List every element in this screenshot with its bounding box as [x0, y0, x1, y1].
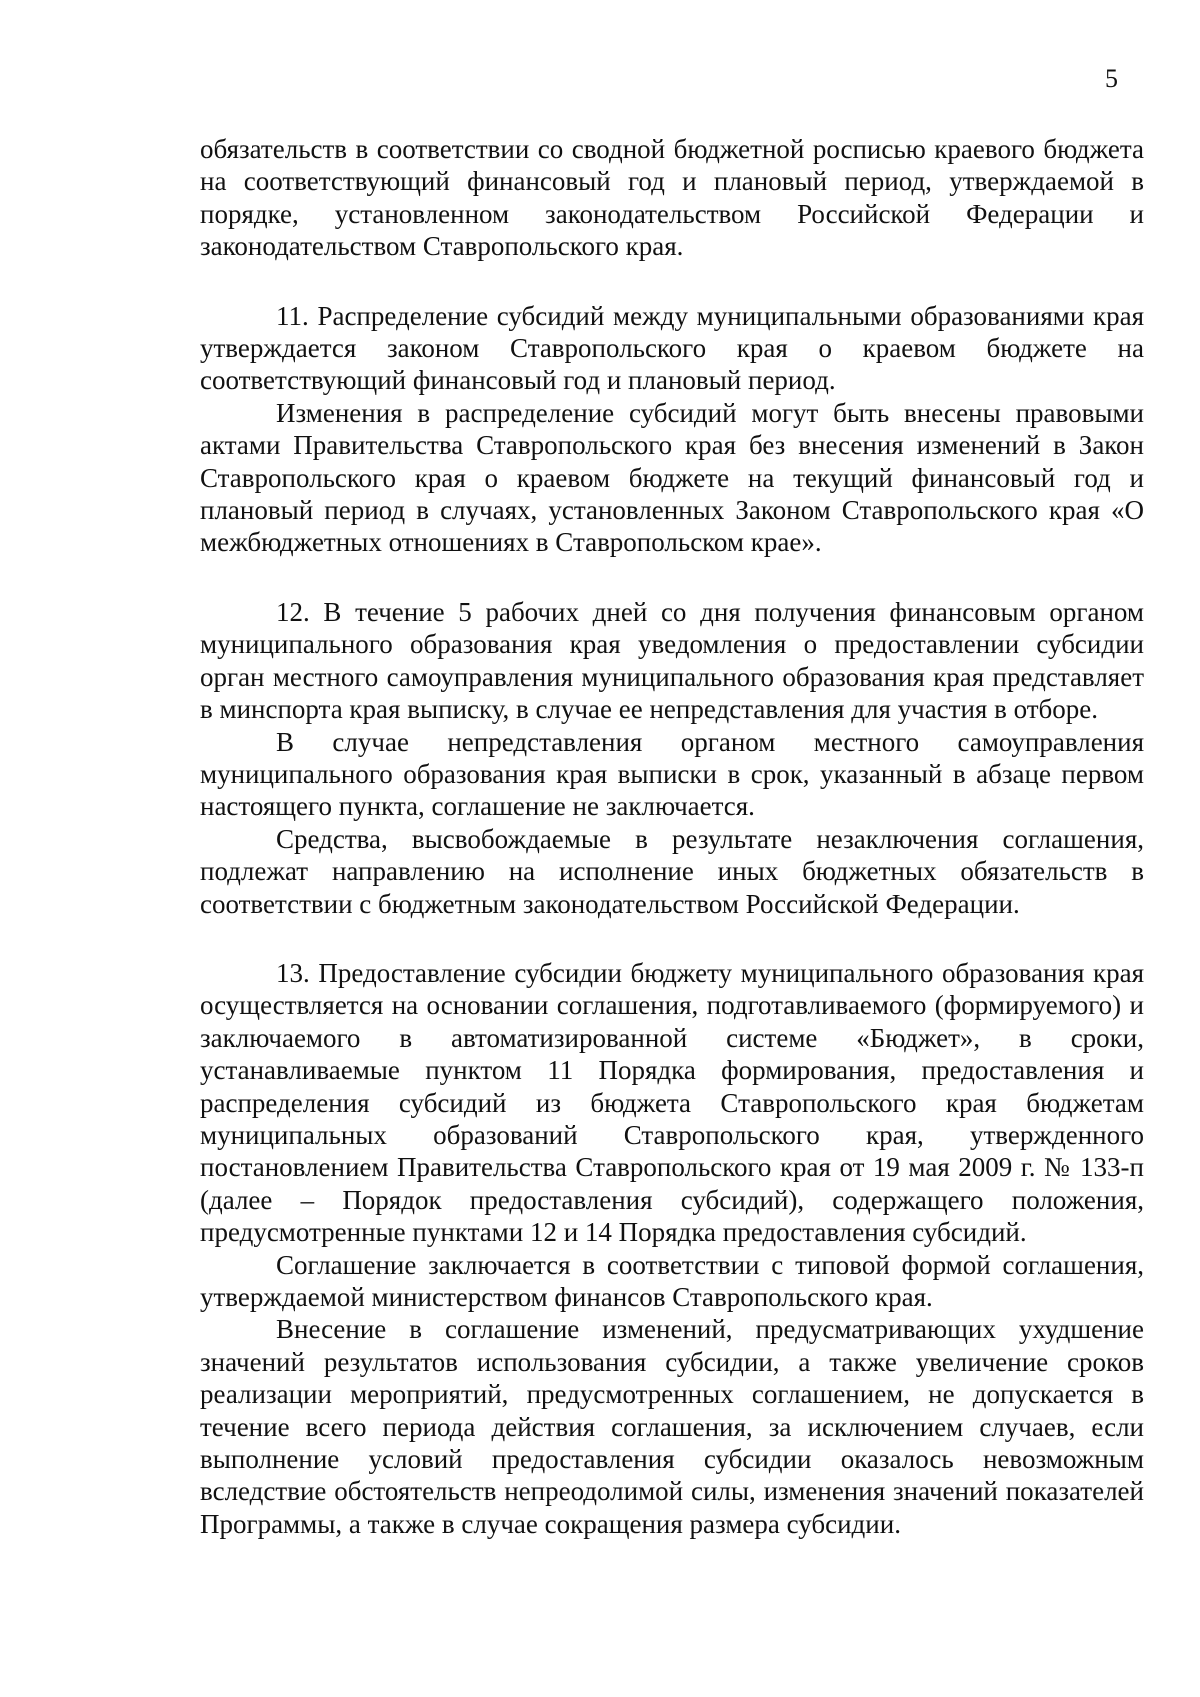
paragraph-item-12-funds: Средства, высвобождаемые в результате незаключения соглашения, подлежат направлению на исполнение иных бюджетных обязательств в соответствии с бюджетным законодательством Российской Федерации. [200, 823, 1144, 919]
page-number: 5 [1105, 64, 1118, 93]
paragraph-item-13-agreement-form: Соглашение заключается в соответствии с типовой формой соглашения, утверждаемой министерством финансов Ставропольского края. [200, 1249, 1144, 1312]
paragraph-item-12: 12. В течение 5 рабочих дней со дня получения финансовым органом муниципального образования края уведомления о предоставлении субсидии орган местного самоуправления муниципального образования края представляет в минспорта края выписку, в случае ее непредставления для участия в отборе. [200, 596, 1144, 725]
paragraph-item-13-agreement-changes: Внесение в соглашение изменений, предусматривающих ухудшение значений результатов использования субсидии, а также увеличение сроков реализации мероприятий, предусмотренных соглашением, не допускается в течение всего периода действия соглашения, за исключением случаев, если выполнение условий предоставления субсидии оказалось невозможным вследствие обстоятельств непреодолимой силы, изменения значений показателей Программы, а также в случае сокращения размера субсидии. [200, 1314, 1144, 1539]
paragraph-continuation: обязательств в соответствии со сводной бюджетной росписью краевого бюджета на соответствующий финансовый год и плановый период, утверждаемой в порядке, установленном законодательством Российской Федерации и законодательством Ставропольского края. [200, 134, 1144, 262]
paragraph-item-13: 13. Предоставление субсидии бюджету муниципального образования края осуществляется на основании соглашения, подготавливаемого (формируемого) и заключаемого в автоматизированной системе «Бюджет», в сроки, устанавливаемые пунктом 11 Порядка формирования, предоставления и распределения субсидий из бюджета Ставропольского края бюджетам муниципальных образований Ставропольского края, утвержденного постановлением Правительства Ставропольского края от 19 мая 2009 г. № 133-п (далее – Порядок предоставления субсидий), содержащего положения, предусмотренные пунктами 12 и 14 Порядка предоставления субсидий. [200, 957, 1144, 1248]
paragraph-item-12-nonsubmission: В случае непредставления органом местного самоуправления муниципального образования края выписки в срок, указанный в абзаце первом настоящего пункта, соглашение не заключается. [200, 726, 1144, 822]
paragraph-item-11: 11. Распределение субсидий между муниципальными образованиями края утверждается законом Ставропольского края о краевом бюджете на соответствующий финансовый год и плановый период. [200, 300, 1144, 396]
paragraph-item-11-changes: Изменения в распределение субсидий могут быть внесены правовыми актами Правительства Ставропольского края без внесения изменений в Закон Ставропольского края о краевом бюджете на текущий финансовый год и плановый период в случаях, установленных Законом Ставропольского края «О межбюджетных отношениях в Ставропольском крае». [200, 397, 1144, 558]
document-body [200, 133, 1144, 1540]
